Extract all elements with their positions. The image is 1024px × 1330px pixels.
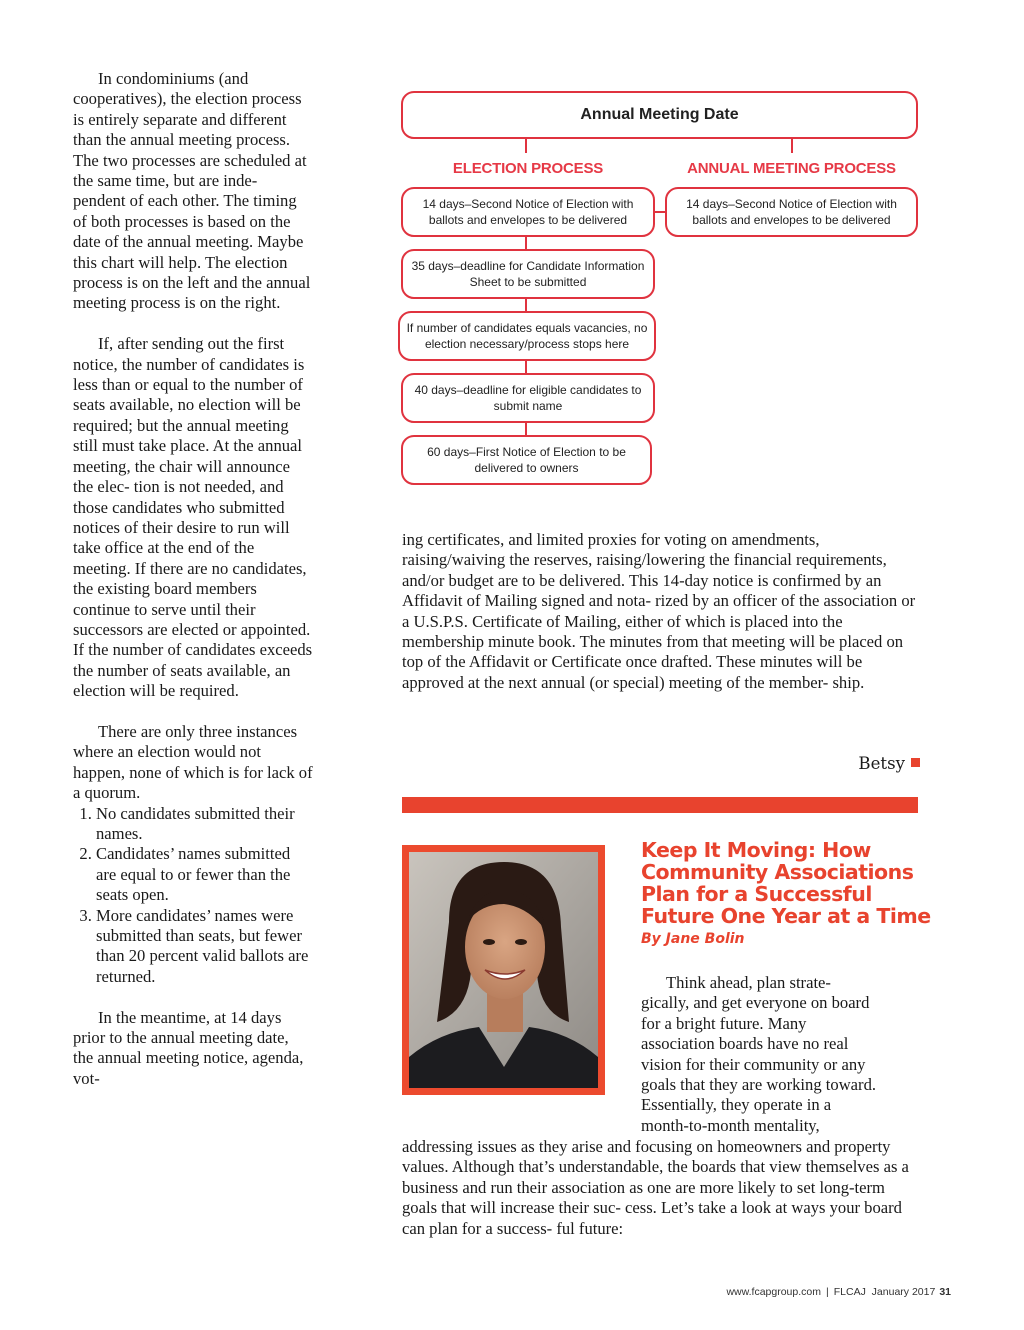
connector [525,361,527,373]
paragraph: In condominiums (and cooperatives), the election process is entirely separate and different than the annual meeting process. The two processes are scheduled at the same time, but are inde- pendent of each other. The timing of both processes is based on the date of the annual meeting. Maybe this chart will help. The election process is on the left and the annual meeting process is on the right. [73,69,311,313]
page-number: 31 [939,1286,951,1298]
flow-step-label: If number of candidates equals vacancies, no election necessary/process stops here [406,321,648,351]
page-footer [726,1286,951,1298]
footer-date: January 2017 [871,1286,936,1298]
flow-top-box [401,91,918,139]
paragraph: If, after sending out the first notice, the number of candidates is less than or equal to the number of seats available, no election will be required; but the annual meeting still must take place. At the annual meeting, the chair will announce the elec- tion is not needed, and those candidates who submitted notices of their desire to run will take office at the end of the meeting. If there are no candidates, the existing board members continue to serve until their successors are elected or appointed. If the number of candidates exceeds the number of seats available, an election will be required. [73,334,313,701]
signature [858,754,920,773]
flow-step-box [665,187,918,237]
list-item: 2. Candidates’ names submitted are equal to or fewer than the seats open. [96,844,313,905]
article-byline: By Jane Bolin [641,931,745,947]
paragraph: There are only three instances where an election would not happen, none of which is for lack of a quorum. [73,721,313,803]
annual-meeting-heading: ANNUAL MEETING PROCESS [687,160,896,177]
end-mark-icon [911,758,920,767]
article-body: addressing issues as they arise and focusing on homeowners and property values. Although that’s understandable, the boards that view themselves as a business and run their association as one are more likely to set long-term goals that will increase their suc- cess. Let’s take a look at ways your board can plan for a success- ful future: [402,1137,909,1238]
flow-step-box [401,187,655,237]
footer-website: www.fcapgroup.com [726,1286,821,1298]
flow-step-box [401,435,652,485]
signature-name: Betsy [858,754,905,773]
list-item: 3. More candidates’ names were submitted than seats, but fewer than 20 percent valid ballots are returned. [96,906,313,988]
connector [525,139,527,153]
connector [525,299,527,311]
article-intro: Think ahead, plan strate- gically, and get everyone on board for a bright future. Many association boards have no real vision for their community or any goals that they are working toward. Essentially, they operate in a month-to-month mentality, [641,973,877,1135]
list-item: 1. No candidates submitted their names. [96,804,313,845]
flow-step-label: 35 days–deadline for Candidate Information Sheet to be submitted [411,259,645,289]
footer-publication: FLCAJ [833,1286,866,1298]
footer-separator: | [826,1286,829,1298]
flow-step-box [401,373,655,423]
article-title: Keep It Moving: How Community Associations Plan for a Successful Future One Year at a Time [641,838,931,928]
section-divider [402,797,918,813]
connector [655,211,665,213]
flow-step-box [398,311,656,361]
flow-step-label: 60 days–First Notice of Election to be delivered to owners [427,445,626,475]
portrait-image [409,852,598,1088]
paragraph: ing certificates, and limited proxies for voting on amendments, raising/waiving the reserves, raising/lowering the financial requirements, and/or budget are to be delivered. This 14-day notice is confirmed by an Affidavit of Mailing signed and nota- rized by an officer of the association or a U.S.P.S. Certificate of Mailing, either of which is placed into the membership minute book. The minutes from that meeting will be placed on top of the Affidavit or Certificate once drafted. These minutes will be approved at the next annual (or special) meeting of the member- ship. [402,530,916,692]
flow-step-label: 14 days–Second Notice of Election with ballots and envelopes to be delivered [422,197,634,227]
election-process-heading: ELECTION PROCESS [452,160,604,177]
flow-step-box [401,249,655,299]
paragraph: In the meantime, at 14 days prior to the annual meeting date, the annual meeting notice, agenda, vot- [73,1007,304,1088]
numbered-list [73,804,313,988]
connector [791,139,793,153]
flow-step-label: 14 days–Second Notice of Election with ballots and envelopes to be delivered [686,197,897,227]
connector [525,423,527,435]
right-column-text [402,530,918,693]
left-column [73,69,313,1110]
connector [525,237,527,249]
flow-top-label: Annual Meeting Date [580,106,739,123]
author-photo [402,845,605,1095]
flow-step-label: 40 days–deadline for eligible candidates to submit name [414,383,642,413]
